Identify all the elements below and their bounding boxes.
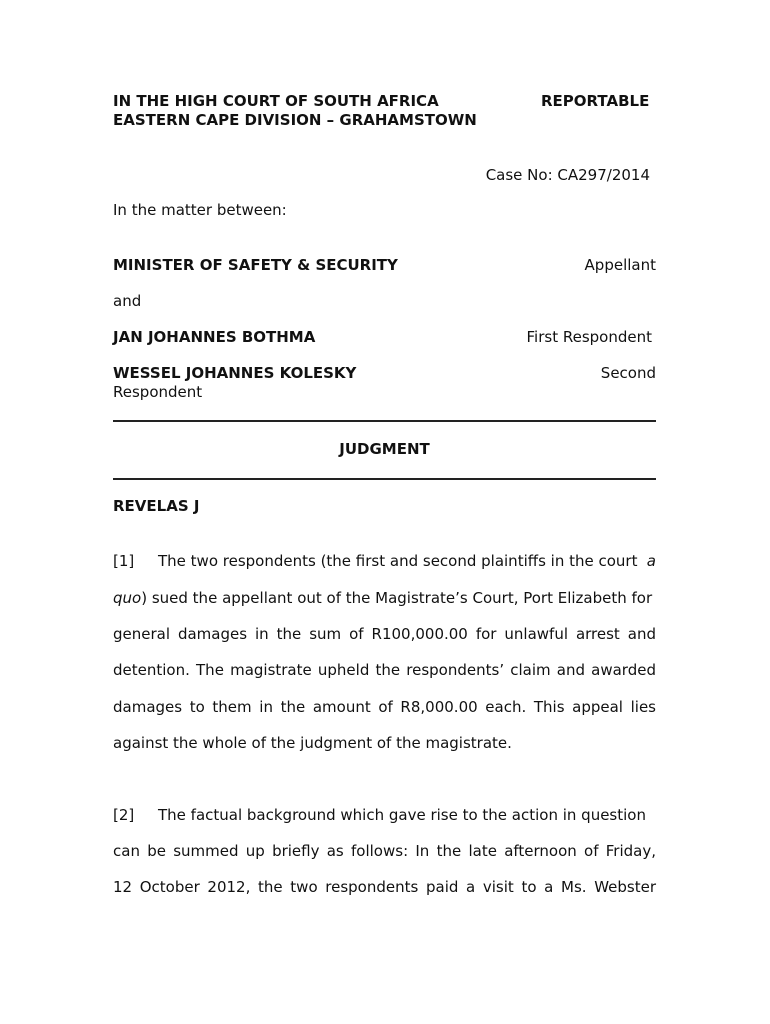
paragraph-number: [2] <box>113 806 135 824</box>
court-name-line1: IN THE HIGH COURT OF SOUTH AFRICA <box>113 92 439 110</box>
and-conjunction: and <box>113 292 142 310</box>
paragraph-number: [1] <box>113 552 135 570</box>
second-respondent-role-part2: Respondent <box>113 383 203 401</box>
paragraph-line: against the whole of the judgment of the magistrate. <box>113 734 512 752</box>
appellant-name: MINISTER OF SAFETY & SECURITY <box>113 256 398 274</box>
paragraph-line <box>113 551 656 571</box>
paragraph-text: ) sued the appellant out of the Magistrate’s Court, Port Elizabeth for <box>141 589 653 607</box>
paragraph-line <box>113 805 656 825</box>
top-divider <box>113 420 656 422</box>
italic-text: a <box>646 552 656 570</box>
paragraph-text: The factual background which gave rise to the action in question <box>158 806 646 824</box>
paragraph-line: can be summed up briefly as follows: In the late afternoon of Friday, <box>113 842 656 860</box>
paragraph-text: The two respondents (the first and second plaintiffs in the court <box>158 552 638 570</box>
second-respondent-name: WESSEL JOHANNES KOLESKY <box>113 364 357 382</box>
paragraph-line: general damages in the sum of R100,000.00 for unlawful arrest and <box>113 625 656 643</box>
paragraph-line: damages to them in the amount of R8,000.00 each. This appeal lies <box>113 698 656 716</box>
paragraph-line: detention. The magistrate upheld the respondents’ claim and awarded <box>113 661 656 679</box>
case-number: Case No: CA297/2014 <box>485 166 650 184</box>
reportable-label: REPORTABLE <box>541 92 650 110</box>
first-respondent-role: First Respondent <box>526 328 652 346</box>
matter-between: In the matter between: <box>113 201 287 219</box>
judgment-title: JUDGMENT <box>339 440 430 458</box>
second-respondent-role-part1: Second <box>600 364 656 382</box>
paragraph-line <box>113 588 656 608</box>
judge-name: REVELAS J <box>113 497 200 515</box>
italic-text: quo <box>113 589 142 607</box>
court-name-line2: EASTERN CAPE DIVISION – GRAHAMSTOWN <box>113 111 477 129</box>
first-respondent-name: JAN JOHANNES BOTHMA <box>113 328 316 346</box>
appellant-role: Appellant <box>584 256 656 274</box>
paragraph-line: 12 October 2012, the two respondents paid a visit to a Ms. Webster <box>113 878 656 896</box>
bottom-divider <box>113 478 656 480</box>
